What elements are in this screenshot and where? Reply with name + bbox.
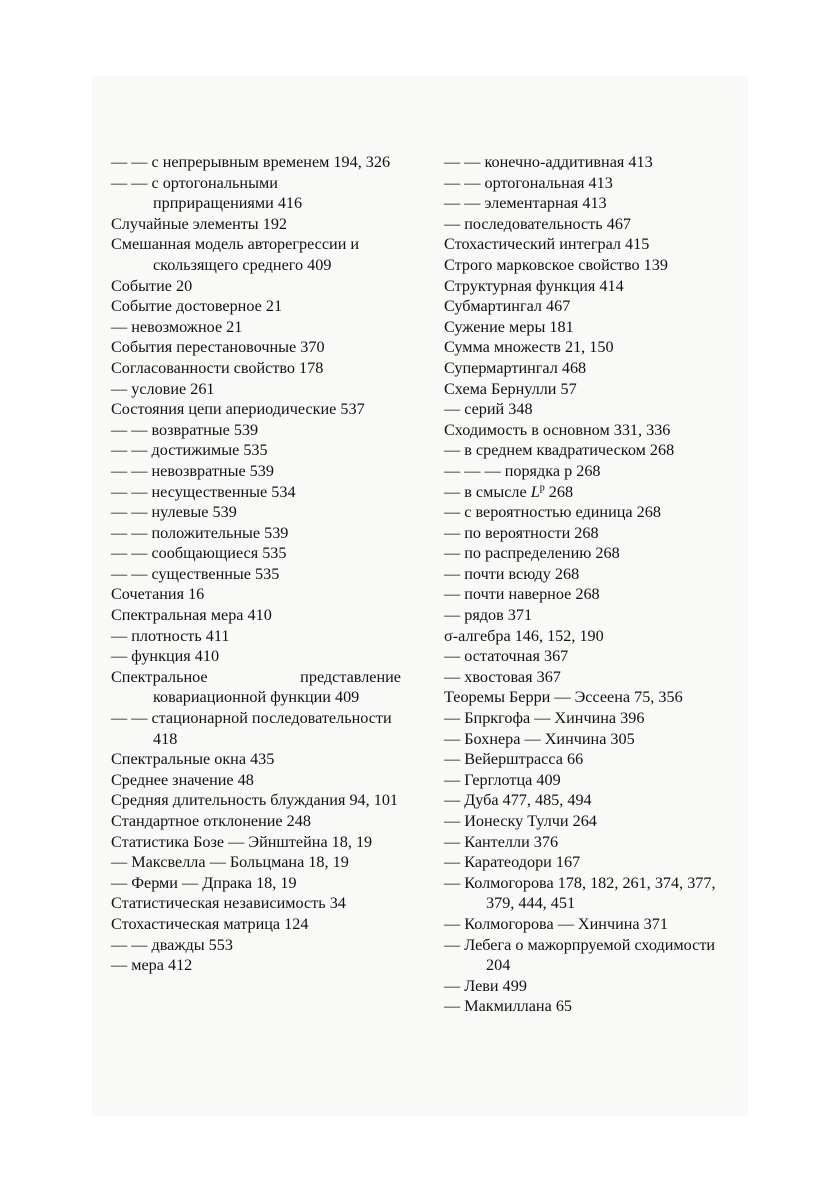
index-entry: — условие 261 xyxy=(111,379,215,398)
index-entry: — — возвратные 539 xyxy=(111,420,259,439)
index-entry: — Колмогорова 178, 182, 261, 374, 377, 379, 444, 451 xyxy=(444,873,716,913)
index-entry: Согласованности свойство 178 xyxy=(111,358,324,377)
index-entry: — функция 410 xyxy=(111,647,220,666)
index-entry: Средняя длительность блуждания 94, 101 xyxy=(111,791,399,810)
index-entry: — — несущественные 534 xyxy=(111,482,296,501)
index-entry: — — — порядка р 268 xyxy=(444,461,601,480)
index-entry: Спектральная мера 410 xyxy=(111,606,272,625)
index-entry: — по вероятности 268 xyxy=(444,523,599,542)
index-entry: — — положительные 539 xyxy=(111,523,289,542)
index-entry: Событие достоверное 21 xyxy=(111,297,283,316)
index-entry: — — конечно-аддитивная 413 xyxy=(444,153,653,171)
entry-prefix: — в смысле xyxy=(444,482,527,501)
index-entry: — мера 412 xyxy=(111,956,193,975)
index-entry: — — с ортогональными пpприращениями 416 xyxy=(111,173,303,213)
index-entry: — Ферми — Дпрака 18, 19 xyxy=(111,873,297,892)
index-entry: — — невозвратные 539 xyxy=(111,461,274,480)
index-entry: σ-алгебра 146, 152, 190 xyxy=(444,626,604,645)
index-entry: — Макмиллана 65 xyxy=(444,997,573,1016)
index-entry: — — дважды 553 xyxy=(111,935,233,954)
entry-page: 268 xyxy=(548,482,574,501)
index-entry: — почти всюду 268 xyxy=(444,564,580,583)
index-entry: — последовательность 467 xyxy=(444,214,632,233)
index-entry: — по распределению 268 xyxy=(444,544,620,563)
index-entry: — плотность 411 xyxy=(111,626,230,645)
index-entry: — Кантелли 376 xyxy=(444,832,559,851)
index-entry-lp xyxy=(444,482,736,503)
index-entry: Среднее значение 48 xyxy=(111,770,254,789)
index-entry: — — сообщающиеся 535 xyxy=(111,544,287,563)
index-entry: Сходимость в основном 331, 336 xyxy=(444,420,671,439)
index-entry: — Максвелла — Больцмана 18, 19 xyxy=(111,853,349,872)
index-entry: Стохастическая матрица 124 xyxy=(111,914,309,933)
index-entry: — Дуба 477, 485, 494 xyxy=(444,791,592,810)
index-entry: Структурная функция 414 xyxy=(444,276,624,295)
index-entry: Теоремы Берри — Эссеена 75, 356 xyxy=(444,688,683,707)
index-entry: — Колмогорова — Хинчина 371 xyxy=(444,914,668,933)
index-entry: — остаточная 367 xyxy=(444,647,569,666)
index-entry: — в среднем квадратическом 268 xyxy=(444,441,675,460)
index-entry: — — достижимые 535 xyxy=(111,441,268,460)
index-entry: — Лебега о мажорпруемой сходимости 204 xyxy=(444,935,716,975)
index-entry: — Ионеску Тулчи 264 xyxy=(444,812,597,830)
index-entry: Статистика Бозе — Эйнштейна 18, 19 xyxy=(111,832,373,851)
index-entry: Статистическая независимость 34 xyxy=(111,894,346,913)
index-entry: Субмартингал 467 xyxy=(444,297,571,316)
index-entry: — невозможное 21 xyxy=(111,317,243,336)
index-entry: — с вероятностью единица 268 xyxy=(444,503,661,522)
index-entry: — Вейерштрасса 66 xyxy=(444,750,584,769)
index-entry: — Леви 499 xyxy=(444,976,527,995)
index-entry: Спектральные окна 435 xyxy=(111,750,275,769)
index-entry: — Каратеодори 167 xyxy=(444,853,581,872)
index-entry: — Бпркгофа — Хинчина 396 xyxy=(444,709,645,728)
index-entry: Сужение меры 181 xyxy=(444,317,574,336)
index-entry: — хвостовая 367 xyxy=(444,667,561,686)
index-entry: — почти наверное 268 xyxy=(444,585,600,604)
index-column-left xyxy=(111,152,401,976)
index-entry: — Герглотца 409 xyxy=(444,770,561,789)
index-entry: Сумма множеств 21, 150 xyxy=(444,338,614,357)
index-entry: Состояния цепи апериодические 537 xyxy=(111,400,365,419)
lp-exponent: p xyxy=(539,482,545,494)
index-entry: Событие 20 xyxy=(111,276,193,295)
index-entry: Случайные элементы 192 xyxy=(111,214,288,233)
index-entry: Смешанная модель авторегрессии и скользящего среднего 409 xyxy=(111,235,360,274)
index-entry: — — стационарной последовательности 418 xyxy=(111,709,392,748)
index-entry: — серий 348 xyxy=(444,400,533,419)
index-entry: — — ортогональная 413 xyxy=(444,173,613,192)
index-entry: Стандартное отклонение 248 xyxy=(111,812,311,830)
index-entry: — — элементарная 413 xyxy=(444,194,607,213)
index-entry: Супермартингал 468 xyxy=(444,358,587,377)
index-entry: События перестановочные 370 xyxy=(111,338,325,357)
index-entry: Спектральное представление ковариационной функции 409 xyxy=(111,667,401,707)
index-entry: — рядов 371 xyxy=(444,606,533,625)
index-entry: — Бохнера — Хинчина 305 xyxy=(444,729,635,748)
lp-symbol: L xyxy=(530,482,540,501)
index-entry: Строго марковское свойство 139 xyxy=(444,255,668,274)
index-entry: Схема Бернулли 57 xyxy=(444,379,577,398)
index-entry: — — существенные 535 xyxy=(111,564,280,583)
index-column-right xyxy=(444,152,736,1017)
index-entry: — — нулевые 539 xyxy=(111,503,237,522)
index-entry: — — с непрерывным временем 194, 326 xyxy=(111,153,391,171)
index-entry: Стохастический интеграл 415 xyxy=(444,235,650,254)
index-entry: Сочетания 16 xyxy=(111,585,205,604)
